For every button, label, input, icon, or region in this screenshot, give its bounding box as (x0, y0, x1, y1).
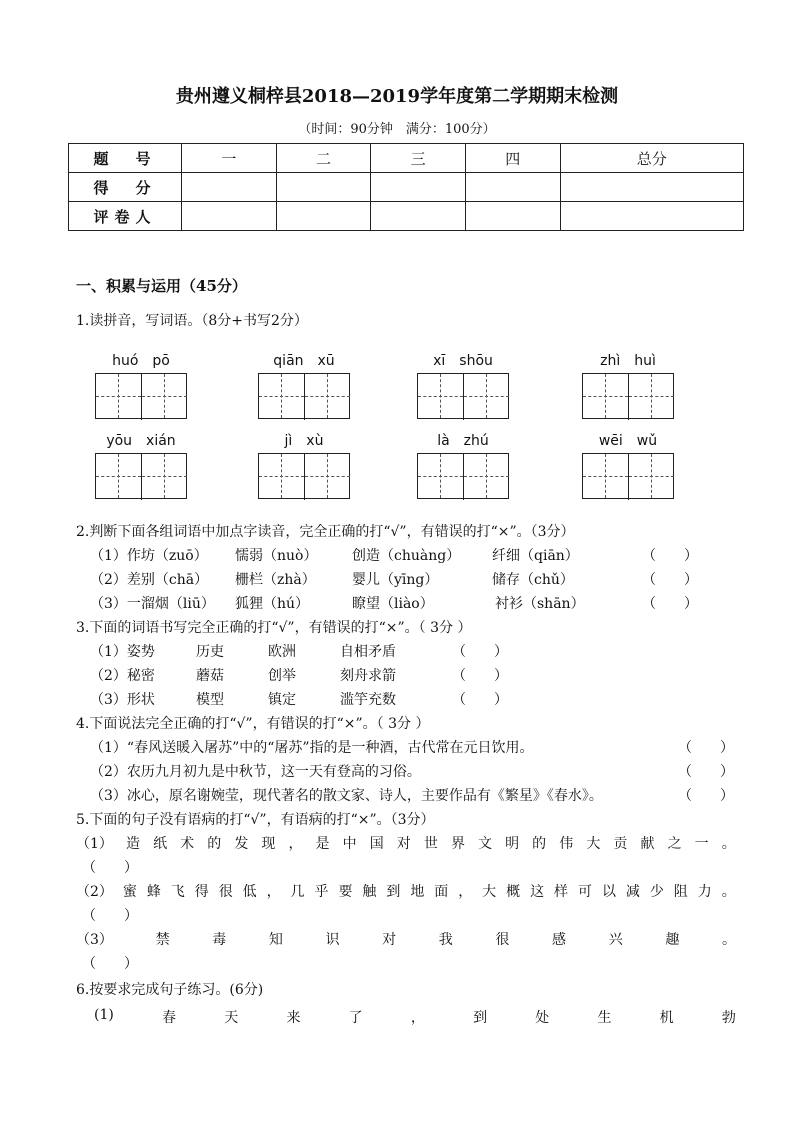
sentence-char: 得 (194, 884, 209, 900)
writing-grid[interactable] (258, 373, 350, 419)
answer-blank[interactable]: （ ） (678, 764, 734, 780)
sentence-char: 处 (535, 1010, 550, 1026)
sentence-char: 。 (721, 836, 736, 852)
word-item: （1）姿势 (90, 644, 155, 660)
word-item: 历吏 (196, 644, 224, 660)
sentence-char: 到 (386, 884, 401, 900)
sentence-char: 知 (268, 932, 283, 948)
pinyin-label: wēi wǔ (598, 433, 658, 449)
sentence-char: 纸 (153, 836, 168, 852)
sentence-char: 低 (242, 884, 257, 900)
question-3-prompt: 3.下面的词语书写完全正确的打“√”，有错误的打“×”。（ 3分 ） (76, 620, 472, 636)
pinyin-label: zhì huì (600, 353, 656, 369)
sentence-char: 之 (667, 836, 682, 852)
sentence-text (76, 881, 736, 901)
writing-grid[interactable] (417, 373, 509, 419)
sentence-char: （3） (76, 932, 113, 948)
word-item: 创举 (268, 668, 296, 684)
writing-grid[interactable] (258, 453, 350, 499)
word-item: （1）作坊（zuō） (90, 548, 208, 564)
score-cell[interactable] (276, 173, 371, 202)
sentence-char: 术 (180, 836, 195, 852)
score-table-header: 四 (465, 144, 560, 173)
sentence-text (94, 1007, 736, 1027)
answer-blank[interactable]: （ ） (82, 956, 138, 972)
word-item: 婴儿（yīng） (352, 572, 439, 588)
word-item: 自相矛盾 (340, 644, 396, 660)
score-table-header-row (69, 144, 744, 173)
score-row (69, 173, 744, 202)
pinyin-label: huó pō (112, 353, 170, 369)
page-title: 贵州遵义桐梓县2018—2019学年度第二学期期末检测 (175, 86, 619, 107)
score-table-header: 一 (182, 144, 277, 173)
sentence-char: 大 (586, 836, 601, 852)
sentence-char: 蜜 (122, 884, 137, 900)
question-2-prompt: 2.判断下面各组词语中加点字读音，完全正确的打“√”，有错误的打“×”。（3分） (76, 524, 575, 540)
grader-row (69, 202, 744, 231)
sentence-char: 对 (396, 836, 411, 852)
pinyin-label: xī shōu (433, 353, 493, 369)
answer-blank[interactable]: （ ） (642, 548, 698, 564)
answer-blank[interactable]: （ ） (678, 740, 734, 756)
sentence-char: 触 (362, 884, 377, 900)
score-table-header: 题 号 (69, 144, 182, 173)
sentence-char: 。 (721, 932, 736, 948)
sentence-char: （1） (76, 836, 113, 852)
sentence-char: 感 (552, 932, 567, 948)
grader-cell[interactable] (465, 202, 560, 231)
score-row-label: 得 分 (69, 173, 182, 202)
sentence-char: 识 (325, 932, 340, 948)
pinyin-label: jì xù (284, 433, 324, 449)
word-item: 储存（chǔ） (492, 572, 574, 588)
word-item: 栅栏（zhà） (235, 572, 316, 588)
sentence-char: 生 (597, 1010, 612, 1026)
sentence-char: 毒 (212, 932, 227, 948)
grader-cell[interactable] (182, 202, 277, 231)
score-table-header: 总分 (560, 144, 743, 173)
pinyin-label: yōu xián (106, 433, 176, 449)
sentence-char: 面 (434, 884, 449, 900)
sentence-char: 禁 (155, 932, 170, 948)
answer-blank[interactable]: （ ） (642, 572, 698, 588)
score-cell[interactable] (182, 173, 277, 202)
sentence-char: 贡 (613, 836, 628, 852)
sentence-char: 现 (261, 836, 276, 852)
writing-grid[interactable] (582, 453, 674, 499)
sentence-char: 乎 (314, 884, 329, 900)
sentence-char: 来 (286, 1010, 301, 1026)
score-table-header: 二 (276, 144, 371, 173)
sentence-char: 。 (721, 884, 736, 900)
question-4-prompt: 4.下面说法完全正确的打“√”，有错误的打“×”。（ 3分 ） (76, 716, 430, 732)
question-5-prompt: 5.下面的句子没有语病的打“√”，有语病的打“×”。（3分） (76, 812, 435, 828)
word-item: 刻舟求箭 (340, 668, 396, 684)
sentence-char: 兴 (608, 932, 623, 948)
statement-text: （1）“春风送暖入屠苏”中的“屠苏”指的是一种酒，古代常在元日饮用。 (90, 740, 534, 756)
score-table-header: 三 (371, 144, 466, 173)
sentence-char: 中 (342, 836, 357, 852)
sentence-char: 大 (482, 884, 497, 900)
sentence-char: ， (410, 1010, 425, 1026)
word-item: 衬衫（shān） (495, 596, 585, 612)
word-item: （3）形状 (90, 692, 155, 708)
section-heading: 一、积累与运用（45分） (76, 277, 247, 295)
sentence-char: ， (288, 836, 303, 852)
word-item: 欧洲 (268, 644, 296, 660)
sentence-char: 明 (505, 836, 520, 852)
exam-info: （时间：90分钟 满分：100分） (298, 122, 496, 137)
sentence-char: 的 (532, 836, 547, 852)
writing-grid[interactable] (582, 373, 674, 419)
word-item: 镇定 (268, 692, 296, 708)
answer-blank[interactable]: （ ） (452, 644, 508, 660)
sentence-char: 概 (506, 884, 521, 900)
grader-cell[interactable] (560, 202, 743, 231)
sentence-char: ， (266, 884, 281, 900)
sentence-char: 趣 (665, 932, 680, 948)
statement-text: （3）冰心，原名谢婉莹，现代著名的散文家、诗人，主要作品有《繁星》《春水》。 (90, 788, 603, 804)
sentence-char: 很 (218, 884, 233, 900)
sentence-char: 地 (410, 884, 425, 900)
sentence-char: 样 (554, 884, 569, 900)
sentence-char: 的 (207, 836, 222, 852)
sentence-char: 发 (234, 836, 249, 852)
question-1-prompt: 1.读拼音，写词语。（8分+书写2分） (76, 313, 308, 329)
sentence-char: 少 (649, 884, 664, 900)
sentence-char: 到 (473, 1010, 488, 1026)
word-item: （2）秘密 (90, 668, 155, 684)
answer-blank[interactable]: （ ） (452, 668, 508, 684)
sentence-char: 几 (290, 884, 305, 900)
sentence-char: 国 (369, 836, 384, 852)
writing-grid[interactable] (417, 453, 509, 499)
sentence-char: 力 (697, 884, 712, 900)
sentence-char: 造 (126, 836, 140, 852)
word-item: 瞭望（liào） (352, 596, 434, 612)
score-cell[interactable] (371, 173, 466, 202)
writing-grid[interactable] (95, 453, 187, 499)
grader-cell[interactable] (276, 202, 371, 231)
sentence-char: 可 (577, 884, 592, 900)
sentence-char: 阻 (673, 884, 688, 900)
sentence-char: 文 (478, 836, 493, 852)
score-cell[interactable] (465, 173, 560, 202)
sentence-char: 对 (382, 932, 397, 948)
answer-blank[interactable]: （ ） (82, 908, 138, 924)
sentence-char: 天 (224, 1010, 239, 1026)
sentence-char: 以 (601, 884, 616, 900)
word-item: 滥竽充数 (340, 692, 396, 708)
pinyin-label: qiān xū (273, 353, 335, 369)
grader-row-label: 评卷人 (69, 202, 182, 231)
word-item: 模型 (196, 692, 224, 708)
answer-blank[interactable]: （ ） (642, 596, 698, 612)
sentence-char: 一 (694, 836, 709, 852)
sentence-char: 很 (495, 932, 510, 948)
sentence-text (76, 929, 736, 949)
sentence-char: （2） (76, 884, 113, 900)
sentence-char: (1) (94, 1007, 114, 1023)
sentence-char: 世 (423, 836, 438, 852)
word-item: 蘑菇 (196, 668, 224, 684)
score-cell[interactable] (560, 173, 743, 202)
word-item: （3）一溜烟（liū） (90, 596, 215, 612)
word-item: 纤细（qiān） (492, 548, 579, 564)
answer-blank[interactable]: （ ） (82, 860, 138, 876)
sentence-char: 我 (438, 932, 453, 948)
sentence-char: 机 (659, 1010, 674, 1026)
sentence-char: 这 (530, 884, 545, 900)
sentence-char: 伟 (559, 836, 574, 852)
word-item: 创造（chuàng） (352, 548, 461, 564)
word-item: （2）差别（chā） (90, 572, 209, 588)
statement-text: （2）农历九月初九是中秋节，这一天有登高的习俗。 (90, 764, 421, 780)
sentence-char: 界 (450, 836, 465, 852)
sentence-char: 春 (162, 1010, 177, 1026)
sentence-char: 飞 (170, 884, 185, 900)
question-6-prompt: 6.按要求完成句子练习。(6分) (76, 982, 264, 998)
sentence-char: 减 (625, 884, 640, 900)
grader-cell[interactable] (371, 202, 466, 231)
sentence-char: 要 (338, 884, 353, 900)
answer-blank[interactable]: （ ） (678, 788, 734, 804)
answer-blank[interactable]: （ ） (452, 692, 508, 708)
score-table (68, 143, 744, 231)
word-item: 懦弱（nuò） (235, 548, 318, 564)
sentence-char: 献 (640, 836, 655, 852)
sentence-char: 蜂 (146, 884, 161, 900)
writing-grid[interactable] (95, 373, 187, 419)
word-item: 狐狸（hú） (235, 596, 310, 612)
sentence-text (76, 833, 736, 853)
sentence-char: 勃 (721, 1010, 736, 1026)
sentence-char: 是 (315, 836, 330, 852)
sentence-char: 了 (348, 1010, 363, 1026)
pinyin-label: là zhú (437, 433, 489, 449)
sentence-char: ， (458, 884, 473, 900)
